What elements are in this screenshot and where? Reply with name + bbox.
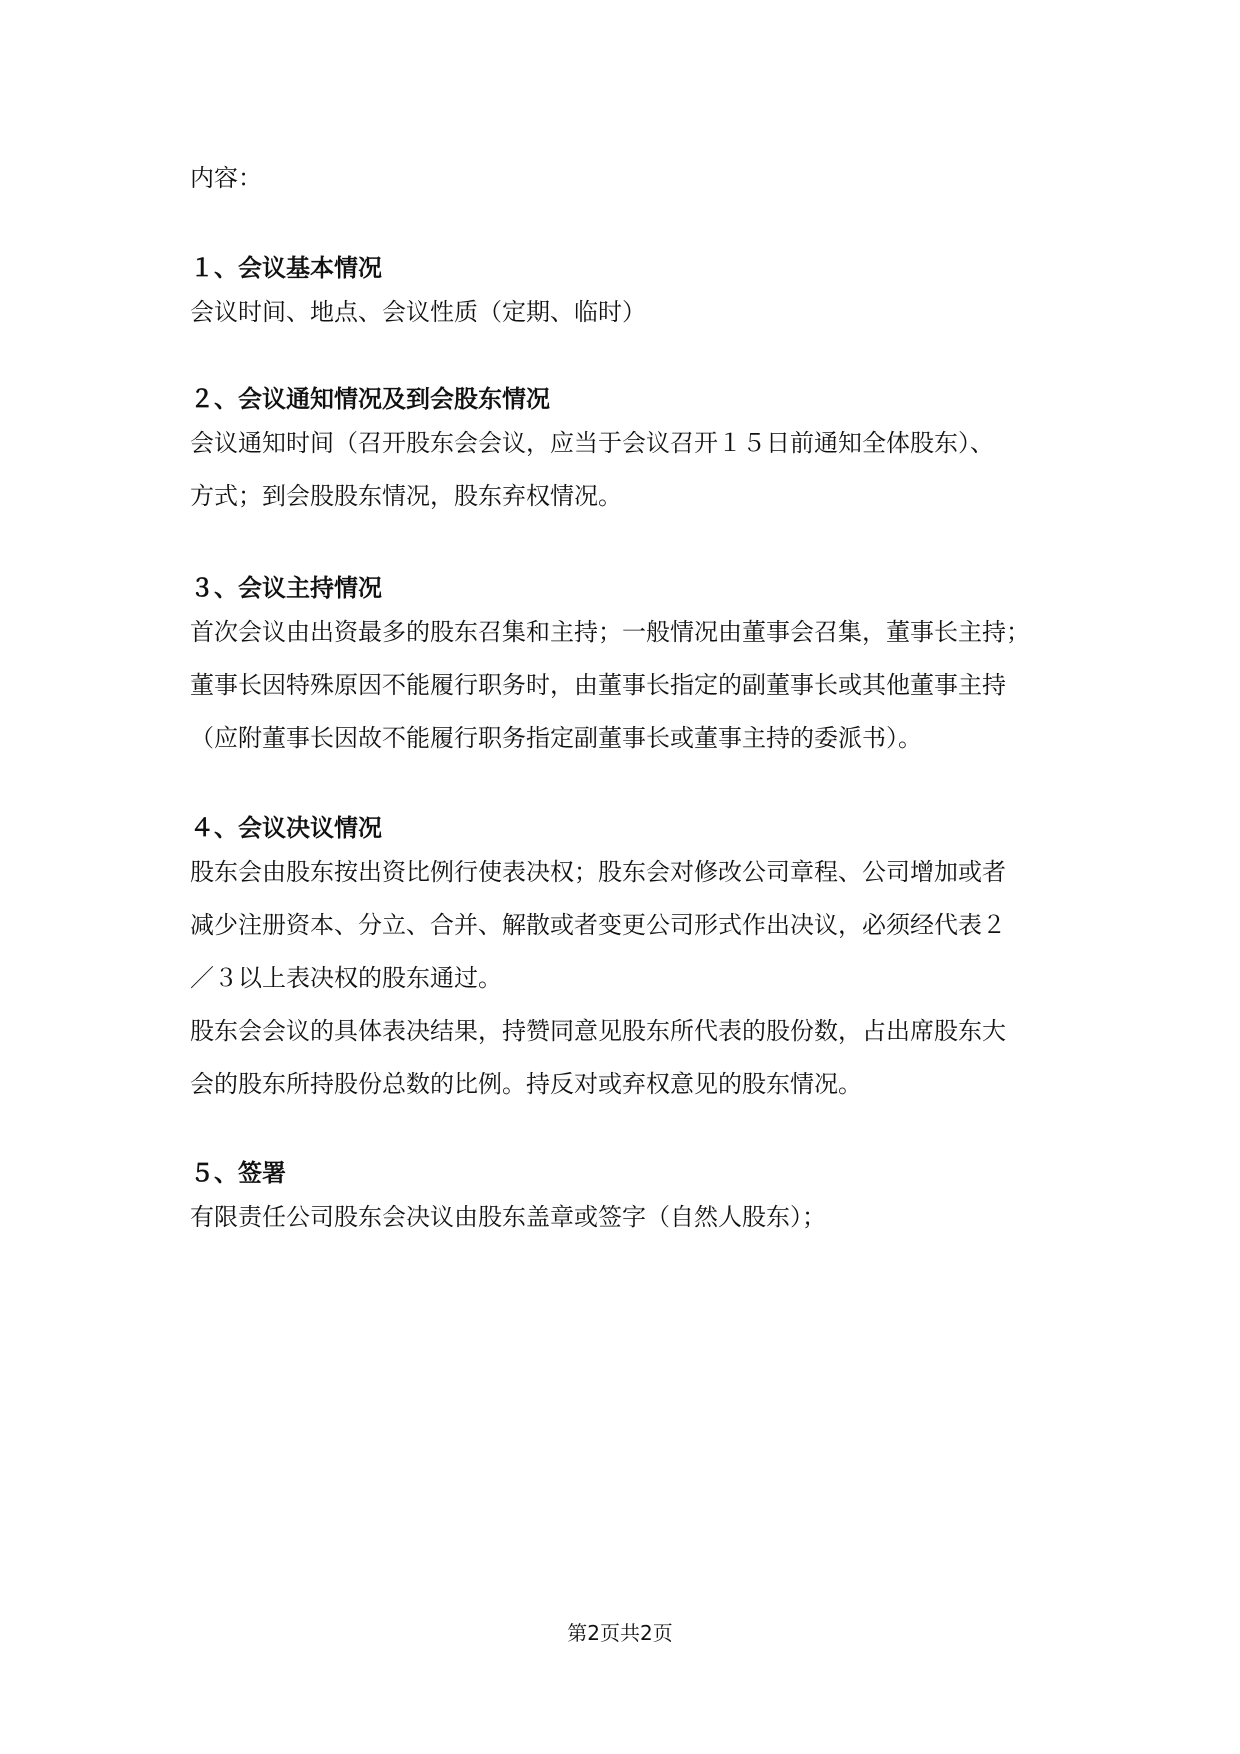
section-4-line-2: 减少注册资本、分立、合并、解散或者变更公司形式作出决议，必须经代表２	[190, 911, 1006, 939]
section-2-line-2: 方式；到会股股东情况，股东弃权情况。	[190, 482, 622, 510]
section-3-heading: ３、会议主持情况	[190, 574, 382, 602]
section-5-heading: ５、签署	[190, 1159, 286, 1187]
section-2-line-1: 会议通知时间（召开股东会会议，应当于会议召开１５日前通知全体股东）、	[190, 429, 994, 457]
section-4-line-4: 股东会会议的具体表决结果，持赞同意见股东所代表的股份数，占出席股东大	[190, 1017, 1006, 1045]
section-4-heading: ４、会议决议情况	[190, 814, 382, 842]
section-1-line-1: 会议时间、地点、会议性质（定期、临时）	[190, 298, 646, 326]
page-number-footer: 第2页共2页	[567, 1621, 673, 1645]
section-3-line-3: （应附董事长因故不能履行职务指定副董事长或董事主持的委派书）。	[190, 724, 922, 752]
section-4-line-3: ／３以上表决权的股东通过。	[190, 964, 502, 992]
section-4-line-1: 股东会由股东按出资比例行使表决权；股东会对修改公司章程、公司增加或者	[190, 858, 1006, 886]
section-3-line-2: 董事长因特殊原因不能履行职务时，由董事长指定的副董事长或其他董事主持	[190, 671, 1006, 699]
section-2-heading: ２、会议通知情况及到会股东情况	[190, 385, 550, 413]
section-3-line-1: 首次会议由出资最多的股东召集和主持；一般情况由董事会召集，董事长主持；	[190, 618, 1030, 646]
section-1-heading: １、会议基本情况	[190, 254, 382, 282]
section-5-line-1: 有限责任公司股东会决议由股东盖章或签字（自然人股东）；	[190, 1203, 826, 1231]
intro-label: 内容：	[190, 164, 262, 192]
section-4-line-5: 会的股东所持股份总数的比例。持反对或弃权意见的股东情况。	[190, 1070, 862, 1098]
